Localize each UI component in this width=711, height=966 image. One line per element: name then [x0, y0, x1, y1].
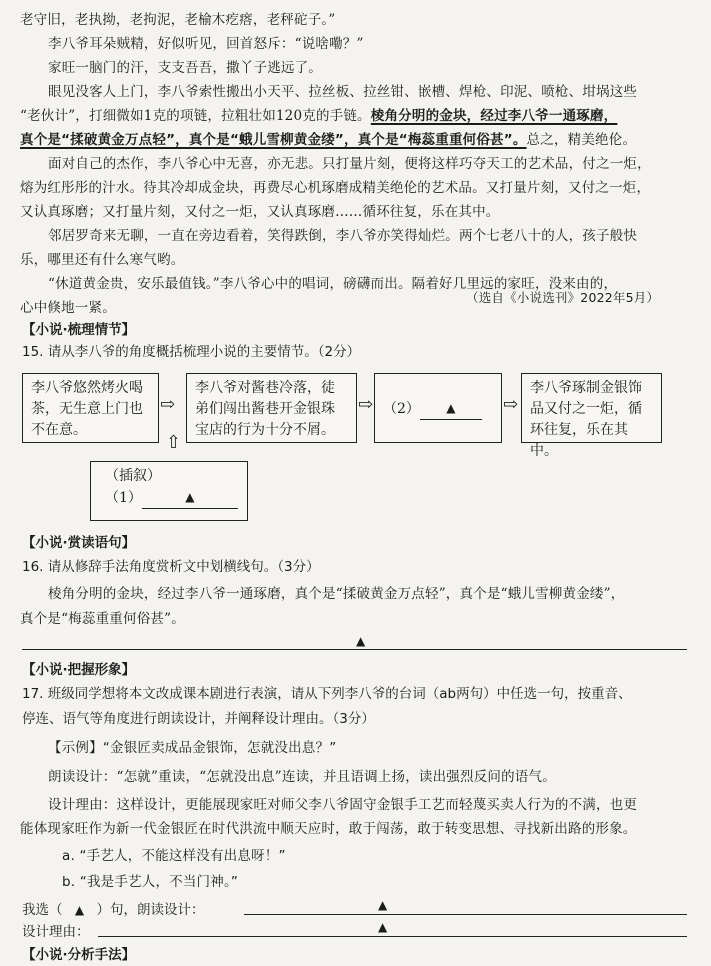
blank-label: （2）: [383, 401, 420, 417]
triangle-icon: ▲: [185, 490, 195, 504]
arrow-right-icon: ⇨: [160, 394, 176, 415]
passage-line: 老守旧，老执拗，老拘泥，老榆木疙瘩，老秤砣子。”: [20, 12, 336, 28]
passage-line: 家旺一脑门的汗，支支吾吾，撒丫子逃远了。: [48, 60, 322, 76]
design-line: 朗读设计：“怎就”重读，“怎就没出息”连读，并且语调上扬，读出强烈反问的语气。: [48, 769, 556, 785]
section-header-appreciate: 【小说·赏读语句】: [22, 535, 136, 551]
passage-text: 总之，精美绝伦。: [526, 132, 637, 148]
choice-suffix: ）句，朗读设计：: [96, 902, 205, 918]
choice-line: [22, 898, 205, 918]
quoted-sentence: 真个是“梅蕊重重何俗甚”。: [20, 611, 185, 627]
passage-line: 心中倏地一紧。: [20, 300, 116, 316]
passage-line: 李八爷耳朵贼精，好似听见，回首怒斥：“说啥嘞？”: [48, 36, 364, 52]
passage-line: 乐，哪里还有什么寒气哟。: [20, 252, 185, 268]
passage-line: 面对自己的杰作，李八爷心中无喜，亦无悲。只打量片刻，便将这样巧夺天工的艺术品，付之一炬，: [48, 156, 651, 172]
passage-text: “老伙计”，打细微如1克的项链，拉粗壮如120克的手链。: [20, 108, 371, 124]
flashback-box: [90, 461, 248, 521]
flashback-label: （插叙）: [105, 468, 161, 484]
arrow-up-icon: ⇧: [166, 432, 182, 453]
plot-box-3: [374, 373, 502, 443]
reason-label: 设计理由：: [22, 924, 90, 940]
triangle-icon: ▲: [378, 920, 388, 934]
plot-box-4: 李八爷琢制金银饰品又付之一炬，循环往复，乐在其中。: [521, 373, 662, 443]
source-note: （选自《小说选刊》2022年5月）: [466, 290, 660, 305]
choice-blank[interactable]: [63, 902, 97, 918]
underlined-sentence: 真个是“揉破黄金万点轻”，真个是“蛾儿雪柳黄金缕”，真个是“梅蕊重重何俗甚”。: [20, 132, 527, 148]
answer-line[interactable]: [98, 936, 687, 937]
question-15: 15. 请从李八爷的角度概括梳理小说的主要情节。（2分）: [22, 344, 361, 360]
plot-box-2: 李八爷对酱巷冷落，徒弟们闯出酱巷开金银珠宝店的行为十分不屑。: [186, 373, 357, 443]
choice-prefix: 我选（: [22, 902, 63, 918]
section-header-method: 【小说·分析手法】: [22, 947, 136, 963]
arrow-right-icon: ⇨: [358, 394, 374, 415]
plot-box-1: 李八爷悠然烤火喝茶，无生意上门也不在意。: [22, 373, 159, 443]
question-17: 17. 班级同学想将本文改成课本剧进行表演，请从下列李八爷的台词（ab两句）中任选一句，按重音、: [22, 686, 632, 702]
example-line: 【示例】“金银匠卖成品金银饰，怎就没出息？”: [48, 740, 337, 756]
underlined-sentence: 棱角分明的金块，经过李八爷一通琢磨，: [370, 108, 618, 124]
answer-line[interactable]: [244, 914, 687, 915]
section-header-character: 【小说·把握形象】: [22, 662, 136, 678]
triangle-icon: ▲: [356, 634, 366, 648]
triangle-icon: ▲: [74, 903, 85, 917]
option-b: b. “我是手艺人，不当门神。”: [62, 874, 239, 890]
passage-line: 眼见没客人上门，李八爷索性搬出小天平、拉丝板、拉丝钳、嵌槽、焊枪、印泥、喷枪、坩埚这些: [48, 84, 638, 100]
section-header-plot: 【小说·梳理情节】: [22, 322, 136, 338]
triangle-icon: ▲: [378, 898, 388, 912]
passage-line: 熔为红彤彤的汁水。待其冷却成金块，再费尽心机琢磨成精美绝伦的艺术品。又打量片刻，又付之一炬，: [20, 180, 651, 196]
answer-blank[interactable]: [420, 398, 482, 420]
answer-line[interactable]: [22, 649, 687, 650]
passage-line: 又认真琢磨；又打量片刻，又付之一炬，又认真琢磨……循环往复，乐在其中。: [20, 204, 500, 220]
question-17-cont: 停连、语气等角度进行朗读设计，并阐释设计理由。（3分）: [22, 711, 375, 727]
option-a: a. “手艺人，不能这样没有出息呀！”: [62, 848, 286, 864]
answer-blank[interactable]: [142, 487, 238, 509]
question-16: 16. 请从修辞手法角度赏析文中划横线句。（3分）: [22, 559, 320, 575]
passage-line: 邻居罗奇来无聊，一直在旁边看着，笑得跌倒，李八爷亦笑得灿烂。两个七老八十的人，孩子般快: [48, 228, 638, 244]
triangle-icon: ▲: [446, 401, 456, 415]
arrow-right-icon: ⇨: [503, 394, 519, 415]
blank-label: （1）: [105, 490, 142, 506]
passage-line: [20, 106, 617, 126]
passage-line: [20, 130, 636, 150]
quoted-sentence: 棱角分明的金块，经过李八爷一通琢磨，真个是“揉破黄金万点轻”，真个是“蛾儿雪柳黄金缕”，: [48, 586, 625, 602]
passage-line: “休道黄金贵，安乐最值钱。”李八爷心中的唱词，磅礴而出。隔着好几里远的家旺，没来由的，: [48, 276, 618, 292]
reason-line: 设计理由：这样设计，更能展现家旺对师父李八爷固守金银手工艺而轻蔑买卖人行为的不满，也更: [48, 797, 638, 813]
reason-line: 能体现家旺作为新一代金银匠在时代洪流中顺天应时，敢于闯荡，敢于转变思想、寻找新出路的形象。: [20, 821, 637, 837]
